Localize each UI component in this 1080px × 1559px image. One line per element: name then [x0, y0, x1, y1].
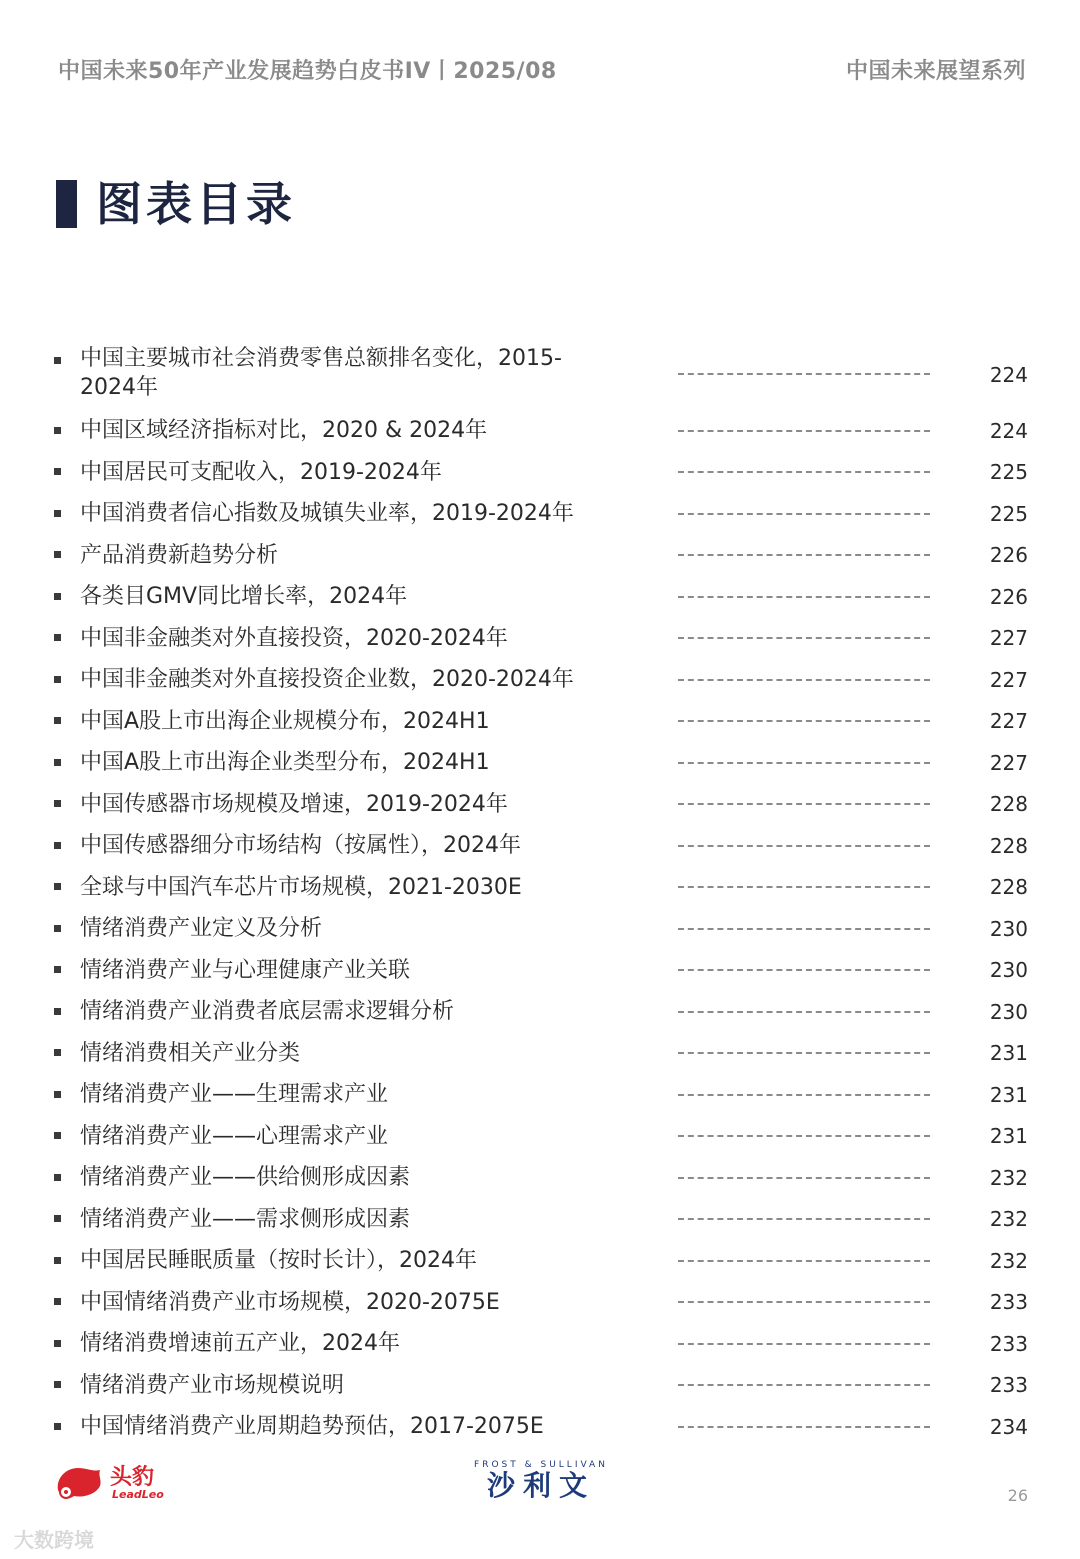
toc-dash-leader — [678, 430, 930, 432]
toc-dash-leader — [678, 720, 930, 722]
toc-dash-leader — [678, 803, 930, 805]
toc-dash-leader — [678, 1052, 930, 1054]
toc-entry-page: 227 — [989, 667, 1028, 692]
toc-entry-label: 中国消费者信心指数及城镇失业率，2019-2024年 — [80, 501, 574, 527]
leadleo-logo — [54, 1460, 174, 1506]
bullet-icon — [54, 925, 61, 932]
toc-dash-leader — [678, 845, 930, 847]
title-accent-bar — [56, 180, 77, 228]
frost-sullivan-logo-cn: 沙利文 — [486, 1469, 595, 1502]
toc-entry-page: 224 — [989, 363, 1028, 387]
bullet-icon — [54, 1008, 61, 1015]
bullet-icon — [54, 676, 61, 683]
toc-entry-page: 225 — [989, 501, 1028, 526]
toc-entry-page: 230 — [989, 999, 1028, 1024]
bullet-icon — [54, 717, 61, 724]
bullet-icon — [54, 551, 61, 558]
toc-entry-page: 226 — [989, 543, 1028, 568]
toc-entry-page: 228 — [989, 875, 1028, 900]
page-title: 图表目录 — [96, 177, 296, 231]
leadleo-logo-en: LeadLeo — [112, 1488, 164, 1501]
toc-entry-page: 230 — [989, 916, 1028, 941]
toc-entry[interactable] — [0, 784, 1080, 826]
toc-entry-page: 228 — [989, 833, 1028, 858]
toc-entry-label: 中国情绪消费产业周期趋势预估，2017-2075E — [80, 1414, 544, 1440]
toc-entry-label: 情绪消费产业市场规模说明 — [80, 1372, 345, 1398]
toc-dash-leader — [678, 1011, 930, 1013]
toc-entry-label: 情绪消费相关产业分类 — [80, 1040, 301, 1066]
toc-entry-page: 233 — [989, 1373, 1028, 1398]
toc-entry-label: 情绪消费增速前五产业，2024年 — [80, 1331, 400, 1357]
toc-dash-leader — [678, 1343, 930, 1345]
toc-entry[interactable] — [0, 701, 1080, 743]
toc-dash-leader — [678, 1218, 930, 1220]
toc-dash-leader — [678, 928, 930, 930]
bullet-icon — [54, 966, 61, 973]
toc-entry[interactable] — [0, 576, 1080, 618]
toc-dash-leader — [678, 886, 930, 888]
toc-dash-leader — [678, 1301, 930, 1303]
toc-entry-label: 情绪消费产业——供给侧形成因素 — [80, 1165, 411, 1191]
bullet-icon — [54, 510, 61, 517]
toc-entry[interactable] — [0, 493, 1080, 535]
toc-entry-label: 中国情绪消费产业市场规模，2020-2075E — [80, 1289, 500, 1315]
toc-dash-leader — [678, 1177, 930, 1179]
toc-entry-page: 231 — [989, 1082, 1028, 1107]
toc-dash-leader — [678, 373, 930, 375]
toc-dash-leader — [678, 1135, 930, 1137]
toc-entry[interactable] — [0, 1365, 1080, 1407]
toc-entry-label: 各类目GMV同比增长率，2024年 — [80, 584, 408, 610]
toc-entry-label: 中国区域经济指标对比，2020 & 2024年 — [80, 418, 488, 444]
toc-entry-page: 232 — [989, 1248, 1028, 1273]
toc-dash-leader — [678, 513, 930, 515]
bullet-icon — [54, 1174, 61, 1181]
toc-dash-leader — [678, 637, 930, 639]
toc-entry[interactable] — [0, 991, 1080, 1033]
frost-sullivan-logo-en: FROST & SULLIVAN — [474, 1460, 608, 1470]
toc-entry-page: 231 — [989, 1124, 1028, 1149]
toc-dash-leader — [678, 471, 930, 473]
toc-entry[interactable] — [0, 410, 1080, 452]
toc-entry-label: 中国非金融类对外直接投资，2020-2024年 — [80, 625, 508, 651]
toc-dash-leader — [678, 596, 930, 598]
toc-entry-label: 中国居民可支配收入，2019-2024年 — [80, 459, 442, 485]
bullet-icon — [54, 357, 61, 364]
toc-entry-label: 情绪消费产业定义及分析 — [80, 916, 323, 942]
toc-entry[interactable] — [0, 1157, 1080, 1199]
bullet-icon — [54, 1423, 61, 1430]
toc-entry[interactable] — [0, 867, 1080, 909]
toc-dash-leader — [678, 1260, 930, 1262]
bullet-icon — [54, 468, 61, 475]
bullet-icon — [54, 883, 61, 890]
toc-entry-label: 全球与中国汽车芯片市场规模，2021-2030E — [80, 874, 522, 900]
toc-entry-page: 232 — [989, 1207, 1028, 1232]
toc-entry[interactable] — [0, 659, 1080, 701]
toc-entry-page: 228 — [989, 792, 1028, 817]
toc-dash-leader — [678, 969, 930, 971]
header-report-title: 中国未来50年产业发展趋势白皮书IV丨2025/08 — [58, 59, 557, 84]
bullet-icon — [54, 1340, 61, 1347]
bullet-icon — [54, 1132, 61, 1139]
toc-entry-page: 233 — [989, 1290, 1028, 1315]
toc-dash-leader — [678, 1384, 930, 1386]
bullet-icon — [54, 842, 61, 849]
toc-dash-leader — [678, 762, 930, 764]
toc-dash-leader — [678, 679, 930, 681]
toc-entry[interactable] — [0, 535, 1080, 577]
toc-entry[interactable] — [0, 825, 1080, 867]
toc-entry[interactable] — [0, 342, 1080, 410]
toc-dash-leader — [678, 554, 930, 556]
toc-entry-page: 225 — [989, 460, 1028, 485]
toc-entry-label: 中国主要城市社会消费零售总额排名变化，2015-2024年 — [80, 346, 562, 400]
bullet-icon — [54, 1215, 61, 1222]
toc-entry-label: 中国A股上市出海企业类型分布，2024H1 — [80, 750, 490, 776]
frost-sullivan-logo — [466, 1460, 616, 1504]
toc-entry-label: 中国传感器细分市场结构（按属性），2024年 — [80, 833, 521, 859]
leopard-icon — [54, 1460, 106, 1504]
bullet-icon — [54, 800, 61, 807]
toc-entry-page: 227 — [989, 709, 1028, 734]
toc-entry[interactable] — [0, 908, 1080, 950]
toc-entry-label: 情绪消费产业——心理需求产业 — [80, 1123, 389, 1149]
toc-entry-page: 233 — [989, 1331, 1028, 1356]
toc-entry-page: 231 — [989, 1041, 1028, 1066]
bullet-icon — [54, 759, 61, 766]
toc-entry-page: 224 — [989, 418, 1028, 443]
toc-entry-label: 情绪消费产业——生理需求产业 — [80, 1082, 389, 1108]
toc-entry-page: 227 — [989, 626, 1028, 651]
toc-entry-label: 产品消费新趋势分析 — [80, 542, 279, 568]
bullet-icon — [54, 427, 61, 434]
bullet-icon — [54, 1091, 61, 1098]
toc-dash-leader — [678, 1094, 930, 1096]
bullet-icon — [54, 1381, 61, 1388]
toc-entry[interactable] — [0, 1116, 1080, 1158]
toc-entry-page: 232 — [989, 1165, 1028, 1190]
bullet-icon — [54, 634, 61, 641]
toc-entry-label: 中国A股上市出海企业规模分布，2024H1 — [80, 708, 490, 734]
toc-entry-page: 234 — [989, 1414, 1028, 1439]
toc-entry-page: 227 — [989, 750, 1028, 775]
toc-entry-label: 中国非金融类对外直接投资企业数，2020-2024年 — [80, 667, 574, 693]
watermark: 大数跨境 — [14, 1528, 94, 1552]
toc-entry[interactable] — [0, 950, 1080, 992]
header-series-name: 中国未来展望系列 — [845, 59, 1026, 84]
toc-entry[interactable] — [0, 1199, 1080, 1241]
bullet-icon — [54, 1049, 61, 1056]
toc-entry-label: 中国居民睡眠质量（按时长计），2024年 — [80, 1248, 477, 1274]
table-of-figures — [0, 342, 1080, 1448]
toc-entry-label: 情绪消费产业——需求侧形成因素 — [80, 1206, 411, 1232]
page-number: 26 — [1007, 1486, 1028, 1505]
toc-entry[interactable] — [0, 1074, 1080, 1116]
toc-entry-page: 230 — [989, 958, 1028, 983]
leadleo-logo-cn: 头豹 — [110, 1465, 155, 1490]
toc-entry[interactable] — [0, 1406, 1080, 1448]
bullet-icon — [54, 1298, 61, 1305]
bullet-icon — [54, 593, 61, 600]
toc-entry[interactable] — [0, 742, 1080, 784]
toc-entry-page: 226 — [989, 584, 1028, 609]
toc-entry-label: 情绪消费产业与心理健康产业关联 — [80, 957, 411, 983]
toc-entry[interactable] — [0, 1240, 1080, 1282]
toc-entry[interactable] — [0, 618, 1080, 660]
toc-entry[interactable] — [0, 452, 1080, 494]
toc-entry[interactable] — [0, 1282, 1080, 1324]
toc-dash-leader — [678, 1426, 930, 1428]
bullet-icon — [54, 1257, 61, 1264]
toc-entry[interactable] — [0, 1033, 1080, 1075]
toc-entry[interactable] — [0, 1323, 1080, 1365]
toc-entry-label: 中国传感器市场规模及增速，2019-2024年 — [80, 791, 508, 817]
toc-entry-label: 情绪消费产业消费者底层需求逻辑分析 — [80, 999, 455, 1025]
